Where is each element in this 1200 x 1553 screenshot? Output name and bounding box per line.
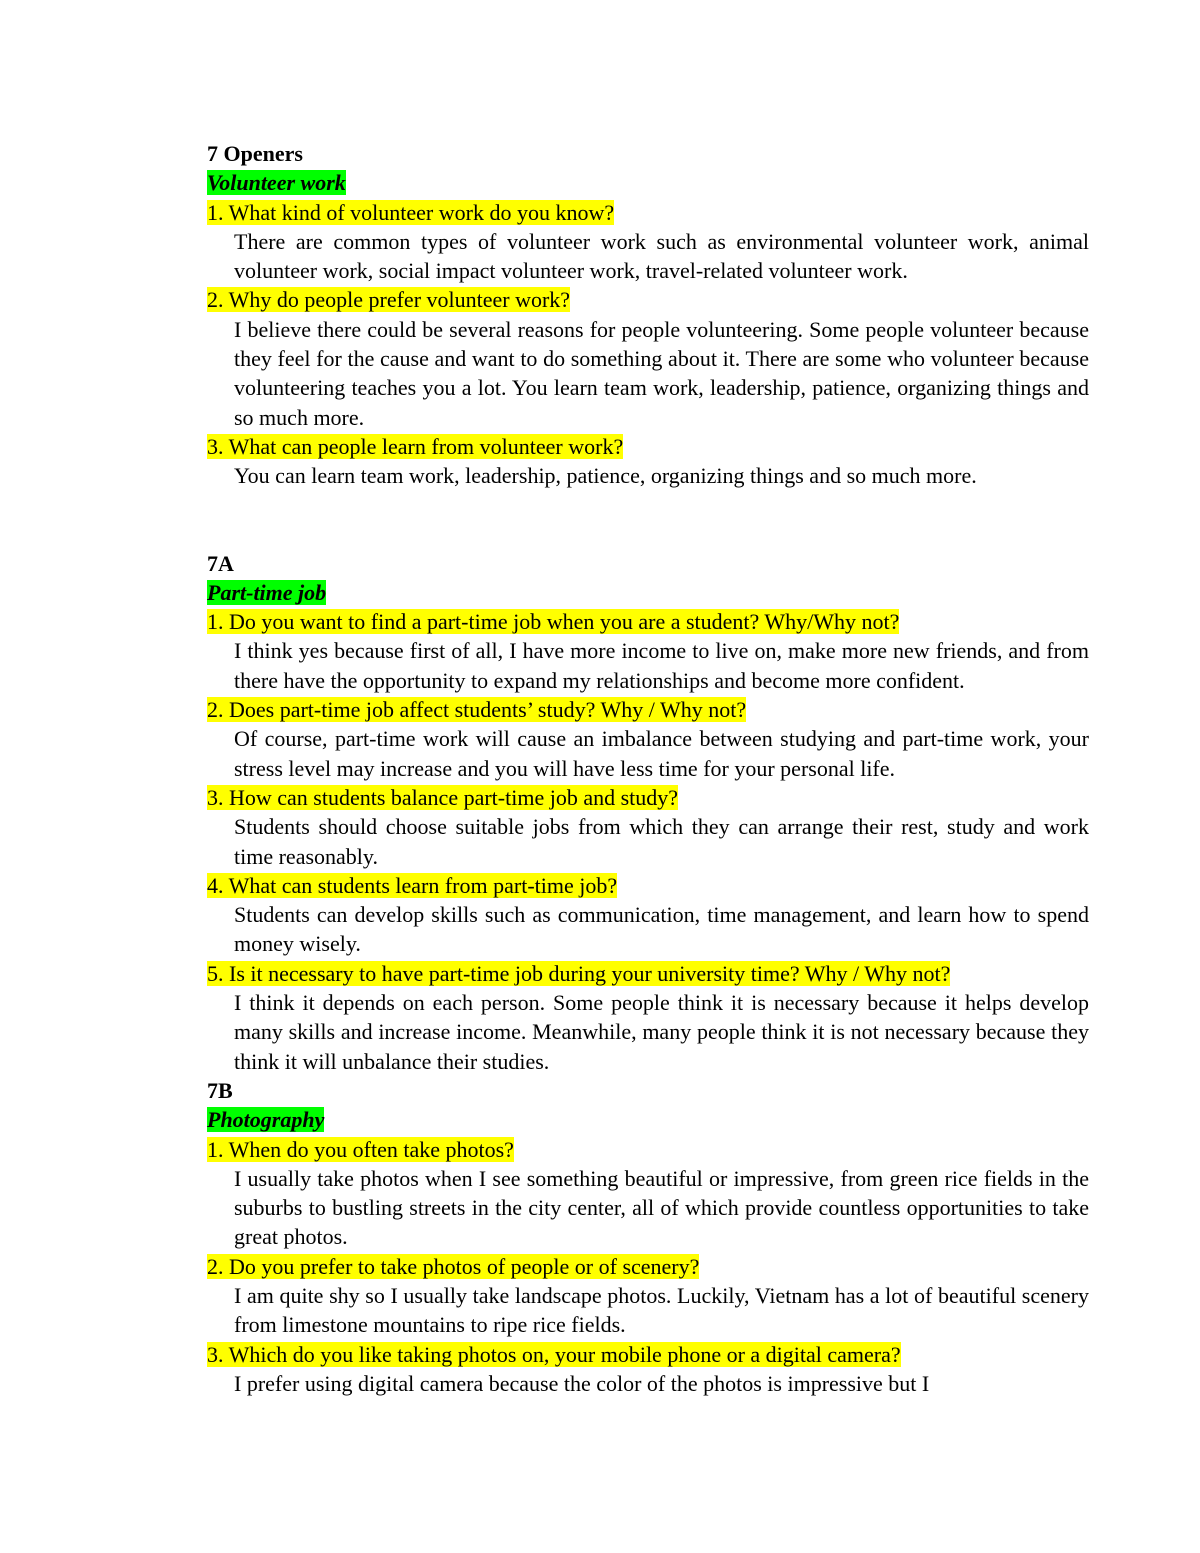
question-text: 1. What kind of volunteer work do you know?	[207, 199, 615, 225]
question-text: 2. Do you prefer to take photos of people or of scenery?	[207, 1253, 700, 1279]
question	[207, 871, 1089, 900]
question	[207, 285, 1089, 314]
answer: There are common types of volunteer work such as environmental volunteer work, animal volunteer work, social impact volunteer work, travel-related volunteer work.	[234, 228, 1089, 284]
section-heading: 7B	[207, 1077, 233, 1103]
question	[207, 695, 1089, 724]
question	[207, 783, 1089, 812]
topic-text: Part-time job	[207, 579, 327, 605]
topic-text: Photography	[207, 1107, 325, 1133]
section-heading: 7A	[207, 550, 234, 576]
question-text: 3. Which do you like taking photos on, your mobile phone or a digital camera?	[207, 1341, 901, 1367]
topic-label	[207, 578, 1089, 607]
question-text: 1. When do you often take photos?	[207, 1136, 514, 1162]
question-text: 4. What can students learn from part-time job?	[207, 872, 618, 898]
question-text: 1. Do you want to find a part-time job when you are a student? Why/Why not?	[207, 609, 900, 635]
question	[207, 1135, 1089, 1164]
answer: I believe there could be several reasons for people volunteering. Some people volunteer because they feel for the cause and want to do something about it. There are some who volunteer because volunteering teaches you a lot. You learn team work, leadership, patience, organizing things and so much more.	[234, 316, 1089, 430]
question	[207, 1252, 1089, 1281]
question	[207, 1340, 1089, 1369]
question-text: 5. Is it necessary to have part-time job during your university time? Why / Why not?	[207, 960, 951, 986]
answer: Students should choose suitable jobs from which they can arrange their rest, study and work time reasonably.	[234, 814, 1089, 869]
section-spacer	[207, 491, 1089, 549]
question	[207, 607, 1089, 636]
topic-text: Volunteer work	[207, 170, 346, 196]
answer: I am quite shy so I usually take landscape photos. Luckily, Vietnam has a lot of beautiful scenery from limestone mountains to ripe rice fields.	[234, 1282, 1089, 1338]
question-text: 2. Why do people prefer volunteer work?	[207, 287, 571, 313]
question	[207, 959, 1089, 988]
section-7a	[207, 549, 1089, 1076]
section-7b	[207, 1076, 1089, 1398]
answer: I think yes because first of all, I have more income to live on, make more new friends, and from there have the opportunity to expand my relationships and become more confident.	[234, 638, 1089, 693]
answer: I prefer using digital camera because the color of the photos is impressive but I	[234, 1370, 930, 1396]
topic-label	[207, 1105, 1089, 1134]
topic-label	[207, 168, 1089, 197]
question-text: 2. Does part-time job affect students’ study? Why / Why not?	[207, 697, 747, 723]
question-text: 3. How can students balance part-time job and study?	[207, 784, 679, 810]
question	[207, 198, 1089, 227]
section-heading: 7 Openers	[207, 141, 303, 166]
question-text: 3. What can people learn from volunteer work?	[207, 433, 624, 459]
answer: I usually take photos when I see something beautiful or impressive, from green rice fields in the suburbs to bustling streets in the city center, all of which provide countless opportunities to take great photos.	[234, 1165, 1089, 1250]
question	[207, 432, 1089, 461]
answer: You can learn team work, leadership, patience, organizing things and so much more.	[234, 463, 977, 489]
answer: I think it depends on each person. Some people think it is necessary because it helps develop many skills and increase income. Meanwhile, many people think it is not necessary because they think it will unbalance their studies.	[234, 990, 1089, 1074]
document-page	[207, 139, 1089, 1398]
answer: Students can develop skills such as communication, time management, and learn how to spend money wisely.	[234, 902, 1089, 957]
answer: Of course, part-time work will cause an imbalance between studying and part-time work, your stress level may increase and you will have less time for your personal life.	[234, 726, 1089, 781]
section-7-openers	[207, 139, 1089, 491]
